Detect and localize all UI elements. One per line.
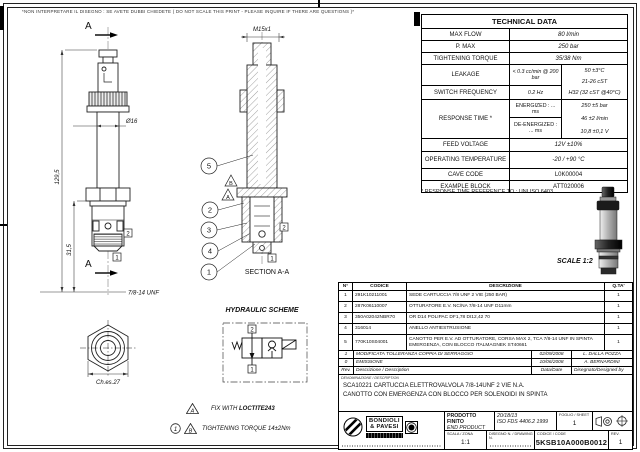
m15-dim	[241, 33, 285, 42]
part-num: 3	[339, 313, 353, 324]
rev-num: 0	[339, 359, 354, 367]
description-line1: SCA10221 CARTUCCIA ELETTROVALVOLA 7/8-14UNF 2 VIE N.A.	[343, 383, 525, 389]
part-code: 291K10211001	[353, 291, 407, 302]
drawing-code: 5KSB10A000B0012	[535, 438, 608, 447]
description-label: DENOMINAZIONE / DESCRIPTION	[341, 376, 399, 380]
dim-m15x1: M15x1	[252, 27, 272, 33]
section-port-2: 2	[282, 225, 286, 232]
rev-date: 10/06/2008	[532, 359, 572, 367]
front-port-1: 1	[115, 255, 119, 262]
part-code: 287K06110007	[353, 302, 407, 313]
dim-diameter: Ø16	[126, 119, 138, 125]
row-example-block: EXAMPLE BLOCK ATT020006	[422, 181, 627, 192]
test-condition: 21-26 cST	[581, 78, 608, 85]
row-p-max: P. MAX 250 bar	[422, 41, 627, 53]
company-name: BONDIOLI	[369, 418, 400, 424]
row-cave-code: CAVE CODE L0K00004	[422, 169, 627, 181]
part-desc: SEDE CARTUCCIA 7/8 UNF 2 VIE (250 BAR)	[407, 291, 605, 302]
part-code: 350A02042NBR70	[353, 313, 407, 324]
row-operating-temperature: OPERATING TEMPERATURE -20 / +90 °C	[422, 152, 627, 169]
section-letter-bottom: A	[85, 259, 92, 270]
rev-header-desc: Descrizione / Description	[354, 367, 532, 375]
description-line2: CANOTTO CON EMERGENZA CON BLOCCO PER SOLENOIDI IN SPINTA	[343, 392, 548, 398]
dim-overall-length: 129,5	[55, 169, 61, 185]
company-name-box: BONDIOLI & PAVESI	[366, 416, 403, 432]
section-letter-top: A	[85, 21, 92, 32]
description-block	[339, 375, 632, 412]
part-desc: ANELLO ANTIESTRUSIONE	[407, 324, 605, 335]
parts-header-qty: Q.TA'	[605, 283, 632, 291]
balloon-4: 4	[207, 246, 213, 256]
render-scale-label: SCALE 1:2	[557, 258, 593, 265]
hydraulic-scheme	[215, 303, 335, 391]
rev-by: L. DALLA POZZA	[572, 351, 632, 359]
frame-center-tick-top	[318, 0, 320, 7]
triangle-a-label: A	[226, 194, 230, 201]
rev-header-num: Rev.	[339, 367, 354, 375]
fine-print-line	[342, 445, 441, 447]
row-tightening-torque: TIGHTENING TORQUE 35/38 Nm	[422, 53, 627, 65]
part-code: 316014	[353, 324, 407, 335]
row-response-time: RESPONSE TIME * ENERGIZED : ... ms DE-ENERGIZED : ... ms 250 ±5 bar 46 ±2 l/min 10,8 ±0,1 V	[422, 100, 627, 139]
sheet-number: 1	[572, 420, 577, 427]
title-and-parts-block	[338, 282, 633, 450]
technical-data-table	[421, 14, 628, 193]
test-condition: 50 ±3°C	[584, 67, 605, 74]
dim-hex: Ch.es.27	[95, 380, 121, 386]
note-torque: 1 B TIGHTENING TORQUE 14±2Nm	[170, 423, 291, 434]
frame-center-tick-left	[0, 224, 7, 226]
svg-text:B: B	[188, 428, 193, 434]
bottom-view-drawing	[80, 320, 136, 376]
rev-header-date: Data/Date	[532, 367, 572, 375]
scheme-port-2: 2	[250, 327, 254, 334]
parts-header-num: N°	[339, 283, 353, 291]
dim-thread: 7/8-14 UNF	[128, 290, 160, 297]
projection-symbol-icon	[595, 416, 613, 427]
balloon-5: 5	[206, 161, 212, 171]
part-code: 770K10S04001	[353, 335, 407, 351]
part-qty: 1	[605, 302, 632, 313]
part-qty: 1	[605, 291, 632, 302]
svg-text:1: 1	[173, 427, 178, 433]
scale-cell: SCALA / ZONA 1:1	[445, 431, 487, 449]
triangle-b-label: B	[229, 180, 233, 187]
end-product-label-cell: PRODOTTO FINITO END PRODUCT	[445, 412, 495, 430]
rev-desc: MODIFICATA TOLLERANZA COPPIA DI SERRAGGIO	[354, 351, 532, 359]
balloon-3: 3	[206, 225, 212, 235]
section-arrow-top	[85, 21, 118, 38]
part-num: 4	[339, 324, 353, 335]
parts-header-desc: DESCRIZIONE	[407, 283, 605, 291]
section-view-drawing	[195, 20, 345, 282]
fine-print-line	[490, 445, 531, 447]
sheet-number-cell: FOGLIO / SHEET 1	[557, 412, 593, 430]
note-triangle-b-icon	[184, 423, 197, 434]
rev-num: 1	[339, 351, 354, 359]
frame-fold-mark	[414, 12, 420, 26]
test-condition: H32 (32 cST @40°C)	[568, 90, 621, 97]
title-block	[339, 412, 632, 449]
response-condition: 10,8 ±0,1 V	[580, 128, 609, 135]
revision-cell: REV. 1	[609, 431, 632, 449]
part-num: 1	[339, 291, 353, 302]
company-logo-icon	[342, 416, 364, 438]
registration-mark-icon	[616, 415, 628, 427]
rev-by: A. BERNARDINI	[572, 359, 632, 367]
scheme-boundary	[223, 323, 307, 382]
rev-date: 02/09/2008	[532, 351, 572, 359]
response-condition: 46 ±2 l/min	[581, 115, 608, 122]
part-qty: 1	[605, 313, 632, 324]
company-logo-cell	[339, 412, 445, 449]
part-desc: CANOTTO PER E.V. AD OTTURATORE, CORSA MAX 2, TCA 7/8-14 UNF IN SPINTA EMERGENZA, CON BLOCCO ITALMAGNEK ST40661	[407, 335, 605, 351]
disclaimer-text: *NON INTERPRETARE IL DISEGNO : SE AVETE DUBBI CHIEDETE ( DO NOT SCALE THIS PRINT - PLEASE INQUIRE IF THERE ARE QUESTIONS )*	[22, 9, 355, 14]
company-banner	[366, 433, 403, 438]
note-circle-1-icon	[170, 423, 181, 434]
front-view-drawing	[25, 15, 205, 397]
note-triangle-a-icon	[186, 403, 199, 414]
part-num: 5	[339, 335, 353, 351]
response-condition: 250 ±5 bar	[581, 103, 608, 110]
section-caption: SECTION A-A	[244, 269, 290, 276]
front-port-2: 2	[126, 231, 130, 238]
balloon-1: 1	[206, 267, 212, 277]
revision-value: 1	[618, 439, 623, 446]
response-time-footnote: * RESPONSE TIME REFERENCE TO : UNI ISO 6403	[421, 189, 554, 195]
part-desc: OTTURATORE E.V. NC/NA 7/8-14 UNF D11mm	[407, 302, 605, 313]
company-secondary-logo-icon	[405, 421, 418, 434]
section-port-1: 1	[270, 256, 274, 263]
rev-header-by: Disegnato/Designed by	[572, 367, 632, 375]
technical-data-title: TECHNICAL DATA	[422, 15, 627, 29]
hydraulic-scheme-title: HYDRAULIC SCHEME	[225, 307, 299, 314]
section-arrow-bottom	[85, 259, 118, 276]
part-qty: 1	[605, 324, 632, 335]
end-product-value-cell: 20/18/13 ISO FDS 4406.2 1999	[495, 412, 557, 430]
rev-desc: EMISSIONE	[354, 359, 532, 367]
row-feed-voltage: FEED VOLTAGE 12V ±10%	[422, 139, 627, 152]
parts-header-code: CODICE	[353, 283, 407, 291]
code-cell: CODICE / CODE 5KSB10A000B0012	[535, 432, 608, 447]
scale-value: 1:1	[460, 439, 471, 446]
parts-table	[339, 283, 632, 351]
svg-text:A: A	[190, 408, 195, 414]
part-qty: 1	[605, 335, 632, 351]
part-num: 2	[339, 302, 353, 313]
row-max-flow: MAX FLOW 80 l/min	[422, 29, 627, 41]
row-leakage-switch: LEAKAGE SWITCH FREQUENCY < 0.3 cc/min @ 200 bar 0.2 Hz 50 ±3°C 21-26 cST H32 (32 cST @40°C)	[422, 65, 627, 100]
drawing-number-cell: DISEGNO N. / DRAWING N.	[487, 431, 535, 449]
valve-symbol	[232, 325, 296, 373]
section-body	[237, 43, 287, 253]
note-loctite: A FIX WITH LOCTITE243	[186, 403, 275, 414]
scheme-port-1: 1	[250, 367, 254, 374]
projection-icons-cell	[593, 412, 632, 430]
dim-lower-length: 31,5	[67, 244, 73, 256]
balloon-2: 2	[207, 205, 213, 215]
revision-table	[339, 351, 632, 375]
frame-edge-mark	[0, 6, 4, 30]
part-desc: OR D14 POLIPAC DF1,78 DI12,42 70	[407, 313, 605, 324]
